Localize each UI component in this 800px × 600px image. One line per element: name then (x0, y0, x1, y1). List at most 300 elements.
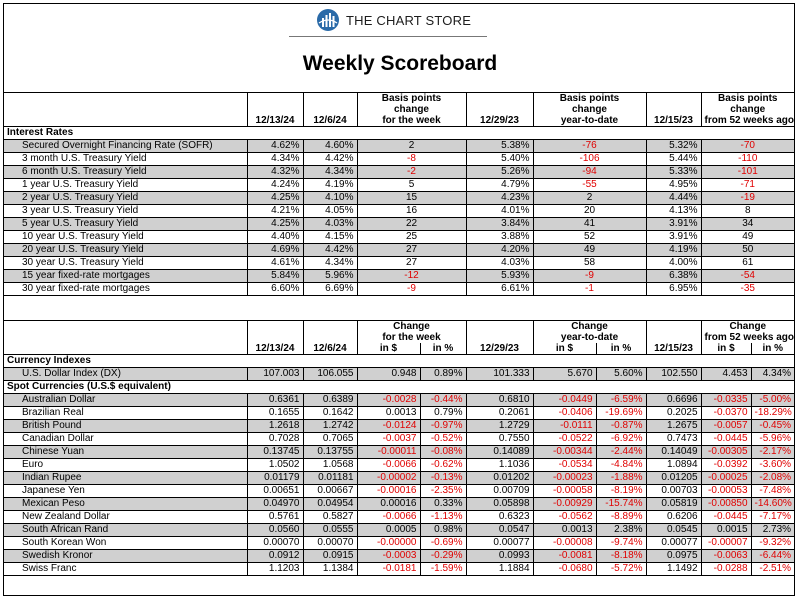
cell-f: 4.13% (646, 205, 701, 218)
section-currency-indexes: Currency Indexes (4, 355, 794, 368)
table-row (4, 433, 794, 446)
cell-d: -2.35% (420, 485, 466, 498)
cell-a: 4.21% (247, 205, 303, 218)
ytd-header-1: Basis points (533, 93, 646, 105)
cell-h: 1.1492 (646, 563, 701, 576)
cell-b: 0.0555 (303, 524, 357, 537)
cell-j: -5.96% (751, 433, 794, 446)
cell-e: 0.6323 (466, 511, 533, 524)
cell-a: 1.0502 (247, 459, 303, 472)
cell-d: -0.69% (420, 537, 466, 550)
cell-e: 2 (533, 192, 646, 205)
cell-g: -1.88% (596, 472, 646, 485)
cell-a: 0.00070 (247, 537, 303, 550)
cell-c: 0.0005 (357, 524, 420, 537)
cell-d: 0.89% (420, 368, 466, 381)
cell-e: 0.05898 (466, 498, 533, 511)
table-row (4, 218, 794, 231)
cell-g: -6.59% (596, 394, 646, 407)
cell-c: -0.0037 (357, 433, 420, 446)
cell-d: -0.08% (420, 446, 466, 459)
table-row (4, 270, 794, 283)
row-label: Swiss Franc (4, 563, 247, 576)
yr-in-dollar-header: in $ (701, 343, 751, 355)
ytd-header-3: year-to-date (533, 115, 646, 127)
row-label: 15 year fixed-rate mortgages (4, 270, 247, 283)
cell-h: 1.0894 (646, 459, 701, 472)
cell-h: 0.14049 (646, 446, 701, 459)
row-label: South Korean Won (4, 537, 247, 550)
table-row (4, 459, 794, 472)
cell-a: 6.60% (247, 283, 303, 296)
table-row (4, 511, 794, 524)
cell-f: -0.0522 (533, 433, 596, 446)
cell-c: 5 (357, 179, 466, 192)
row-label: 30 year fixed-rate mortgages (4, 283, 247, 296)
cell-i: -0.00025 (701, 472, 751, 485)
cur-date-52wk: 12/15/23 (646, 343, 701, 355)
cell-g: -0.87% (596, 420, 646, 433)
cell-a: 5.84% (247, 270, 303, 283)
interest-rates-table (4, 92, 794, 304)
week-header-1: Basis points (357, 93, 466, 105)
cell-d: 5.93% (466, 270, 533, 283)
cell-a: 4.61% (247, 257, 303, 270)
cell-i: -0.0288 (701, 563, 751, 576)
cell-g: 50 (701, 244, 794, 257)
change-week-header-1: Change (357, 321, 466, 333)
cell-c: 27 (357, 244, 466, 257)
cell-a: 4.62% (247, 140, 303, 153)
cell-c: 0.948 (357, 368, 420, 381)
row-label: Euro (4, 459, 247, 472)
cell-i: -0.00053 (701, 485, 751, 498)
cell-e: 20 (533, 205, 646, 218)
cell-e: 41 (533, 218, 646, 231)
table-row (4, 205, 794, 218)
cell-d: -0.13% (420, 472, 466, 485)
row-label: Australian Dollar (4, 394, 247, 407)
cell-d: 4.03% (466, 257, 533, 270)
row-label: Chinese Yuan (4, 446, 247, 459)
table-row (4, 498, 794, 511)
cell-b: 0.04954 (303, 498, 357, 511)
cell-f: 4.19% (646, 244, 701, 257)
cell-i: -0.00007 (701, 537, 751, 550)
table-row (4, 472, 794, 485)
cell-a: 4.24% (247, 179, 303, 192)
cell-i: -0.0392 (701, 459, 751, 472)
cell-b: 5.96% (303, 270, 357, 283)
cell-c: 2 (357, 140, 466, 153)
ytd-in-pct-header: in % (596, 343, 646, 355)
cell-e: -106 (533, 153, 646, 166)
row-label: 3 month U.S. Treasury Yield (4, 153, 247, 166)
cell-a: 0.13745 (247, 446, 303, 459)
cell-g: 61 (701, 257, 794, 270)
cell-c: -0.0028 (357, 394, 420, 407)
cell-b: 4.34% (303, 166, 357, 179)
cell-j: 4.34% (751, 368, 794, 381)
cell-f: -0.0449 (533, 394, 596, 407)
cell-a: 0.01179 (247, 472, 303, 485)
cell-b: 0.0915 (303, 550, 357, 563)
cell-a: 0.04970 (247, 498, 303, 511)
cell-i: -0.00850 (701, 498, 751, 511)
cell-a: 4.69% (247, 244, 303, 257)
row-label: 30 year U.S. Treasury Yield (4, 257, 247, 270)
date-header-current: 12/13/24 (247, 115, 303, 127)
cell-f: 0.0013 (533, 524, 596, 537)
cell-j: 2.73% (751, 524, 794, 537)
cell-c: -8 (357, 153, 466, 166)
cell-e: 0.2061 (466, 407, 533, 420)
cell-f: -0.00058 (533, 485, 596, 498)
cell-i: -0.0445 (701, 433, 751, 446)
table-row (4, 563, 794, 576)
cell-c: -0.0181 (357, 563, 420, 576)
cell-g: 5.60% (596, 368, 646, 381)
cell-b: 106.055 (303, 368, 357, 381)
row-label: 2 year U.S. Treasury Yield (4, 192, 247, 205)
cell-g: -19 (701, 192, 794, 205)
cell-e: 0.00077 (466, 537, 533, 550)
week-in-dollar-header: in $ (357, 343, 420, 355)
cell-d: 3.84% (466, 218, 533, 231)
change-ytd-header-2: year-to-date (533, 332, 646, 343)
cell-a: 4.25% (247, 192, 303, 205)
cell-i: -0.0370 (701, 407, 751, 420)
table-row (4, 244, 794, 257)
cell-g: -71 (701, 179, 794, 192)
cell-b: 0.7065 (303, 433, 357, 446)
cell-g: 49 (701, 231, 794, 244)
cell-b: 4.42% (303, 153, 357, 166)
cell-g: -5.72% (596, 563, 646, 576)
cell-g: -8.89% (596, 511, 646, 524)
cell-c: 16 (357, 205, 466, 218)
cell-g: -2.44% (596, 446, 646, 459)
cell-c: 0.00016 (357, 498, 420, 511)
cell-d: 0.33% (420, 498, 466, 511)
cell-e: -94 (533, 166, 646, 179)
cell-f: 6.95% (646, 283, 701, 296)
cell-f: -0.0534 (533, 459, 596, 472)
cell-a: 4.25% (247, 218, 303, 231)
cell-d: 5.26% (466, 166, 533, 179)
cell-h: 0.2025 (646, 407, 701, 420)
table-row (4, 485, 794, 498)
cell-e: -9 (533, 270, 646, 283)
cell-e: 1.1884 (466, 563, 533, 576)
cell-d: 6.61% (466, 283, 533, 296)
row-label: South African Rand (4, 524, 247, 537)
cell-g: -101 (701, 166, 794, 179)
cell-i: -0.0445 (701, 511, 751, 524)
cell-f: 4.95% (646, 179, 701, 192)
week-header-2: change (357, 104, 466, 115)
cell-a: 107.003 (247, 368, 303, 381)
cell-f: -0.0081 (533, 550, 596, 563)
cell-g: -8.19% (596, 485, 646, 498)
cell-h: 0.01205 (646, 472, 701, 485)
section-interest-rates: Interest Rates (4, 127, 794, 140)
date-header-ytd: 12/29/23 (466, 115, 533, 127)
cell-c: -0.00016 (357, 485, 420, 498)
cell-g: -110 (701, 153, 794, 166)
row-label: Secured Overnight Financing Rate (SOFR) (4, 140, 247, 153)
cell-g: -35 (701, 283, 794, 296)
date-header-prior-week: 12/6/24 (303, 115, 357, 127)
cell-j: -5.00% (751, 394, 794, 407)
cell-e: 58 (533, 257, 646, 270)
table-row (4, 231, 794, 244)
row-label: 6 month U.S. Treasury Yield (4, 166, 247, 179)
table-row (4, 257, 794, 270)
cell-d: -0.62% (420, 459, 466, 472)
cell-e: -55 (533, 179, 646, 192)
cell-a: 4.40% (247, 231, 303, 244)
cell-h: 0.0975 (646, 550, 701, 563)
cell-e: 101.333 (466, 368, 533, 381)
table-row (4, 179, 794, 192)
cell-d: 4.23% (466, 192, 533, 205)
yr-header-1: Basis points (718, 93, 778, 104)
cell-b: 0.1642 (303, 407, 357, 420)
cell-d: 0.98% (420, 524, 466, 537)
section-spot-currencies: Spot Currencies (U.S.$ equivalent) (4, 381, 794, 394)
cell-j: -3.60% (751, 459, 794, 472)
cell-f: 5.44% (646, 153, 701, 166)
ytd-header-2: change (533, 104, 646, 115)
cell-f: -0.00023 (533, 472, 596, 485)
logo-text: THE CHART STORE (346, 12, 472, 28)
cell-d: 5.40% (466, 153, 533, 166)
cell-c: -12 (357, 270, 466, 283)
row-label: Brazilian Real (4, 407, 247, 420)
cell-j: -7.48% (751, 485, 794, 498)
cell-e: -76 (533, 140, 646, 153)
cell-b: 1.1384 (303, 563, 357, 576)
cell-g: -54 (701, 270, 794, 283)
cell-b: 0.00667 (303, 485, 357, 498)
cell-d: 4.01% (466, 205, 533, 218)
row-label: Mexican Peso (4, 498, 247, 511)
row-label: 5 year U.S. Treasury Yield (4, 218, 247, 231)
table-row (4, 192, 794, 205)
cell-b: 0.13755 (303, 446, 357, 459)
cell-c: -9 (357, 283, 466, 296)
cell-c: 27 (357, 257, 466, 270)
cell-b: 0.01181 (303, 472, 357, 485)
cell-h: 0.6696 (646, 394, 701, 407)
cell-d: -0.97% (420, 420, 466, 433)
cell-d: 0.79% (420, 407, 466, 420)
week-header-3: for the week (357, 115, 466, 127)
cell-c: -0.00011 (357, 446, 420, 459)
row-label: Swedish Kronor (4, 550, 247, 563)
cell-b: 1.2742 (303, 420, 357, 433)
row-label: U.S. Dollar Index (DX) (4, 368, 247, 381)
cell-f: -0.00929 (533, 498, 596, 511)
cell-g: 34 (701, 218, 794, 231)
table-row (4, 420, 794, 433)
table-row (4, 140, 794, 153)
cell-a: 0.7028 (247, 433, 303, 446)
cell-c: -0.0066 (357, 511, 420, 524)
chart-store-logo (316, 8, 471, 32)
cell-j: -6.44% (751, 550, 794, 563)
cell-h: 0.00703 (646, 485, 701, 498)
cell-d: -0.29% (420, 550, 466, 563)
cell-c: -2 (357, 166, 466, 179)
row-label: Indian Rupee (4, 472, 247, 485)
cell-i: 0.0015 (701, 524, 751, 537)
row-label: 3 year U.S. Treasury Yield (4, 205, 247, 218)
cell-f: -0.00008 (533, 537, 596, 550)
cell-j: -18.29% (751, 407, 794, 420)
cell-a: 0.1655 (247, 407, 303, 420)
cell-d: -0.52% (420, 433, 466, 446)
cell-f: 4.44% (646, 192, 701, 205)
cell-b: 0.00070 (303, 537, 357, 550)
cell-g: -19.69% (596, 407, 646, 420)
cell-j: -2.51% (751, 563, 794, 576)
cell-b: 4.05% (303, 205, 357, 218)
cell-e: 0.6810 (466, 394, 533, 407)
cell-b: 0.6389 (303, 394, 357, 407)
cell-g: -15.74% (596, 498, 646, 511)
cell-b: 1.0568 (303, 459, 357, 472)
cell-g: -8.18% (596, 550, 646, 563)
cell-g: -6.92% (596, 433, 646, 446)
cell-j: -7.17% (751, 511, 794, 524)
cell-g: -9.74% (596, 537, 646, 550)
cell-e: 52 (533, 231, 646, 244)
cell-b: 0.5827 (303, 511, 357, 524)
cell-j: -2.08% (751, 472, 794, 485)
cell-h: 0.7473 (646, 433, 701, 446)
cell-f: 4.00% (646, 257, 701, 270)
cell-d: 4.79% (466, 179, 533, 192)
cell-f: -0.00344 (533, 446, 596, 459)
cell-c: 25 (357, 231, 466, 244)
cell-c: -0.0124 (357, 420, 420, 433)
row-label: 1 year U.S. Treasury Yield (4, 179, 247, 192)
table-row (4, 446, 794, 459)
cell-e: -1 (533, 283, 646, 296)
yr-header-2: change (730, 104, 766, 115)
cell-j: -2.17% (751, 446, 794, 459)
cell-i: -0.0057 (701, 420, 751, 433)
table-row (4, 550, 794, 563)
cell-a: 0.5761 (247, 511, 303, 524)
cell-g: 2.38% (596, 524, 646, 537)
change-yr-header-2: from 52 weeks ago (704, 332, 795, 343)
yr-in-pct-header: in % (751, 343, 794, 355)
week-in-pct-header: in % (420, 343, 466, 355)
change-ytd-header-1: Change (533, 321, 646, 333)
cell-b: 6.69% (303, 283, 357, 296)
change-week-header-2: for the week (357, 332, 466, 343)
cell-i: -0.00305 (701, 446, 751, 459)
cell-e: 0.0993 (466, 550, 533, 563)
cell-h: 102.550 (646, 368, 701, 381)
cell-c: -0.00000 (357, 537, 420, 550)
ytd-in-dollar-header: in $ (533, 343, 596, 355)
cell-g: 8 (701, 205, 794, 218)
cell-d: -1.59% (420, 563, 466, 576)
cell-b: 4.15% (303, 231, 357, 244)
cell-c: 22 (357, 218, 466, 231)
cell-f: 5.32% (646, 140, 701, 153)
cell-i: -0.0063 (701, 550, 751, 563)
cell-a: 0.6361 (247, 394, 303, 407)
cell-d: -0.44% (420, 394, 466, 407)
cell-e: 0.7550 (466, 433, 533, 446)
table-row (4, 368, 794, 381)
cell-f: -0.0562 (533, 511, 596, 524)
cur-date-current: 12/13/24 (247, 343, 303, 355)
cell-e: 1.2729 (466, 420, 533, 433)
cell-f: 3.91% (646, 218, 701, 231)
cell-b: 4.03% (303, 218, 357, 231)
yr-header-3: from 52 weeks ago (701, 115, 794, 127)
cell-a: 1.2618 (247, 420, 303, 433)
cell-d: -1.13% (420, 511, 466, 524)
cell-h: 0.05819 (646, 498, 701, 511)
row-label: 10 year U.S. Treasury Yield (4, 231, 247, 244)
table-row (4, 524, 794, 537)
cell-h: 0.0545 (646, 524, 701, 537)
cell-e: 0.00709 (466, 485, 533, 498)
cell-f: -0.0680 (533, 563, 596, 576)
cell-h: 0.6206 (646, 511, 701, 524)
row-label: New Zealand Dollar (4, 511, 247, 524)
cur-date-prior-week: 12/6/24 (303, 343, 357, 355)
cell-b: 4.34% (303, 257, 357, 270)
table-row (4, 407, 794, 420)
table-row (4, 153, 794, 166)
table-row (4, 166, 794, 179)
cell-e: 1.1036 (466, 459, 533, 472)
cell-e: 49 (533, 244, 646, 257)
cur-date-ytd: 12/29/23 (466, 343, 533, 355)
cell-b: 4.10% (303, 192, 357, 205)
cell-d: 5.38% (466, 140, 533, 153)
cell-e: 0.0547 (466, 524, 533, 537)
change-yr-header-1: Change (729, 321, 767, 332)
table-row (4, 537, 794, 550)
cell-f: 6.38% (646, 270, 701, 283)
cell-e: 0.14089 (466, 446, 533, 459)
cell-c: 15 (357, 192, 466, 205)
cell-f: 3.91% (646, 231, 701, 244)
cell-j: -9.32% (751, 537, 794, 550)
cell-f: 5.33% (646, 166, 701, 179)
cell-a: 0.0560 (247, 524, 303, 537)
table-row (4, 283, 794, 296)
cell-a: 1.1203 (247, 563, 303, 576)
cell-f: -0.0111 (533, 420, 596, 433)
cell-j: -0.45% (751, 420, 794, 433)
cell-b: 4.19% (303, 179, 357, 192)
cell-j: -14.60% (751, 498, 794, 511)
cell-f: 5.670 (533, 368, 596, 381)
currency-table (4, 320, 794, 576)
cell-h: 0.00077 (646, 537, 701, 550)
cell-c: -0.0066 (357, 459, 420, 472)
